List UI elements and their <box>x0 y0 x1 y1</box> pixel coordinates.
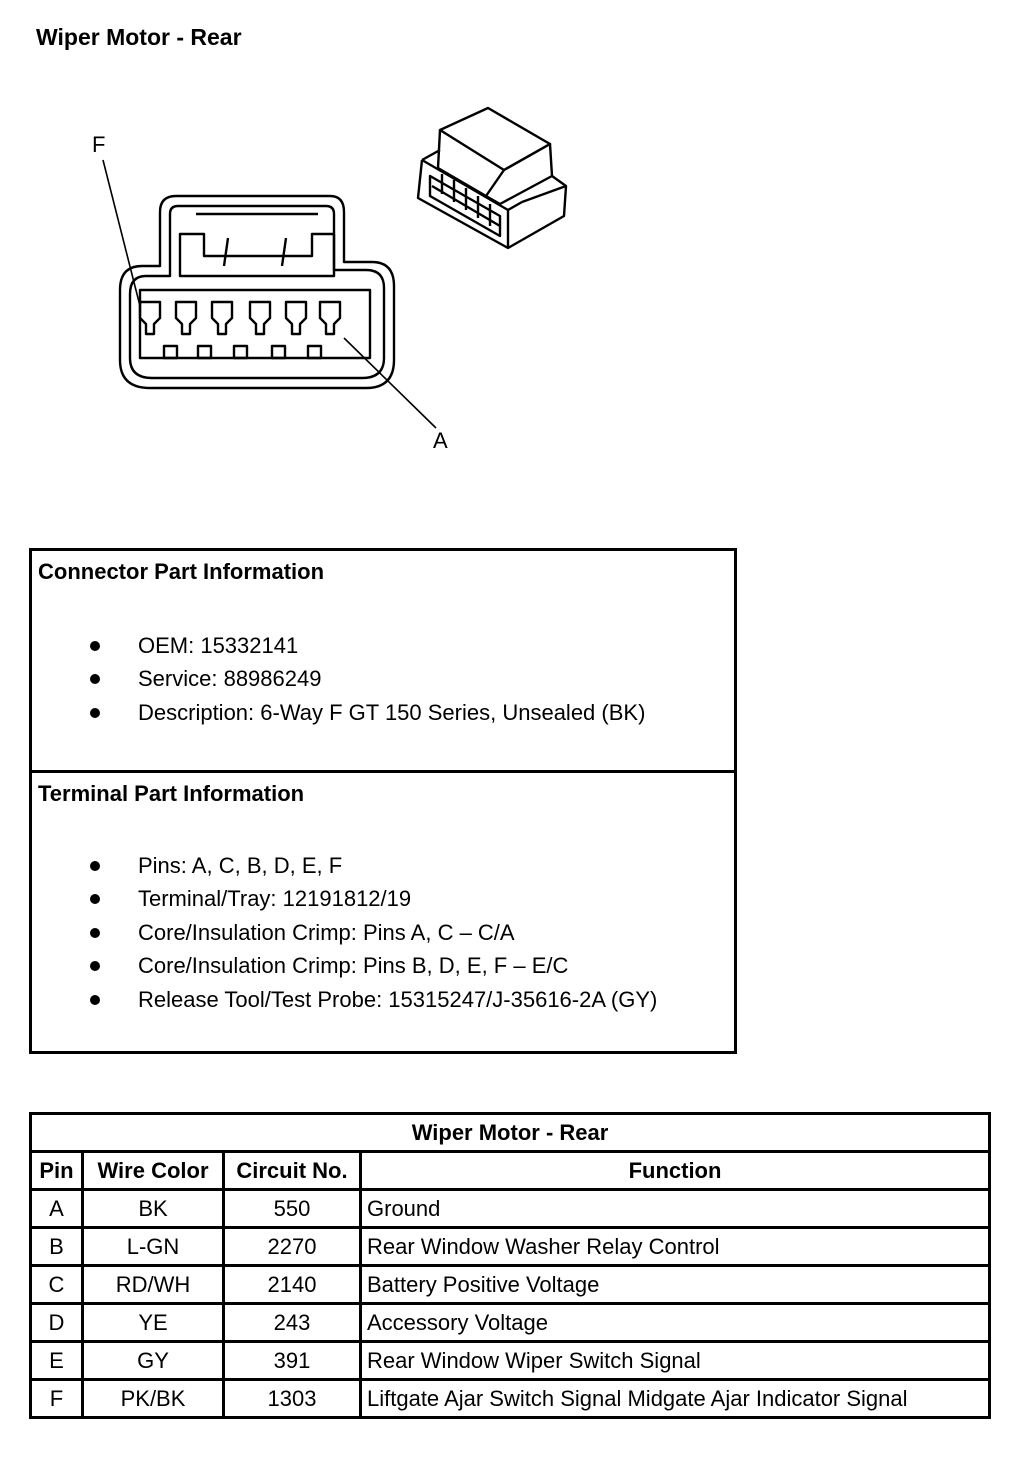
wire-color-cell: YE <box>83 1304 224 1342</box>
column-header-function: Function <box>361 1152 990 1190</box>
pin-cell: A <box>31 1190 83 1228</box>
part-info-box <box>29 548 737 1054</box>
circuit-no-cell: 2140 <box>224 1266 361 1304</box>
circuit-no-cell: 550 <box>224 1190 361 1228</box>
function-cell: Accessory Voltage <box>361 1304 990 1342</box>
table-row <box>31 1304 990 1342</box>
connector-3d-view <box>418 108 566 248</box>
leader-line-a <box>344 338 436 428</box>
circuit-no-cell: 1303 <box>224 1380 361 1418</box>
table-row <box>31 1228 990 1266</box>
list-item: Terminal/Tray: 12191812/19 <box>32 882 657 915</box>
wire-color-cell: GY <box>83 1342 224 1380</box>
list-item: Release Tool/Test Probe: 15315247/J-35616-2A (GY) <box>32 983 657 1016</box>
pin-cell: E <box>31 1342 83 1380</box>
terminal-part-info-title: Terminal Part Information <box>38 781 305 806</box>
wire-color-cell: BK <box>83 1190 224 1228</box>
circuit-no-cell: 243 <box>224 1304 361 1342</box>
list-item: OEM: 15332141 <box>32 629 645 662</box>
pin-cavities <box>140 302 340 334</box>
table-row <box>31 1380 990 1418</box>
function-cell: Ground <box>361 1190 990 1228</box>
label-pin-f: F <box>92 132 106 157</box>
list-item: Core/Insulation Crimp: Pins A, C – C/A <box>32 916 657 949</box>
connector-part-info-list <box>32 629 645 729</box>
terminal-part-info <box>32 770 734 1051</box>
page-title: Wiper Motor - Rear <box>36 24 242 50</box>
table-title-row <box>31 1114 990 1152</box>
connector-diagram <box>0 90 620 470</box>
pin-cell: F <box>31 1380 83 1418</box>
list-item: Pins: A, C, B, D, E, F <box>32 849 657 882</box>
list-item: Core/Insulation Crimp: Pins B, D, E, F – E/C <box>32 949 657 982</box>
table-header-row <box>31 1152 990 1190</box>
connector-face-view <box>120 196 394 388</box>
function-cell: Rear Window Washer Relay Control <box>361 1228 990 1266</box>
circuit-no-cell: 391 <box>224 1342 361 1380</box>
circuit-no-cell: 2270 <box>224 1228 361 1266</box>
pin-cell: B <box>31 1228 83 1266</box>
function-cell: Battery Positive Voltage <box>361 1266 990 1304</box>
column-header-wire-color: Wire Color <box>83 1152 224 1190</box>
latch-slots <box>164 346 321 358</box>
function-cell: Liftgate Ajar Switch Signal Midgate Ajar Indicator Signal <box>361 1380 990 1418</box>
pin-cell: C <box>31 1266 83 1304</box>
column-header-pin: Pin <box>31 1152 83 1190</box>
list-item: Service: 88986249 <box>32 662 645 695</box>
list-item: Description: 6-Way F GT 150 Series, Unsealed (BK) <box>32 696 645 729</box>
pin-cell: D <box>31 1304 83 1342</box>
table-row <box>31 1342 990 1380</box>
table-row <box>31 1190 990 1228</box>
wire-color-cell: L-GN <box>83 1228 224 1266</box>
connector-part-info <box>32 551 734 770</box>
wire-color-cell: RD/WH <box>83 1266 224 1304</box>
connector-part-info-title: Connector Part Information <box>38 559 325 584</box>
terminal-part-info-list <box>32 849 657 1016</box>
wire-color-cell: PK/BK <box>83 1380 224 1418</box>
pin-table <box>29 1112 991 1419</box>
table-row <box>31 1266 990 1304</box>
function-cell: Rear Window Wiper Switch Signal <box>361 1342 990 1380</box>
pin-table-title: Wiper Motor - Rear <box>31 1114 990 1152</box>
label-pin-a: A <box>433 428 448 453</box>
column-header-circuit-no: Circuit No. <box>224 1152 361 1190</box>
